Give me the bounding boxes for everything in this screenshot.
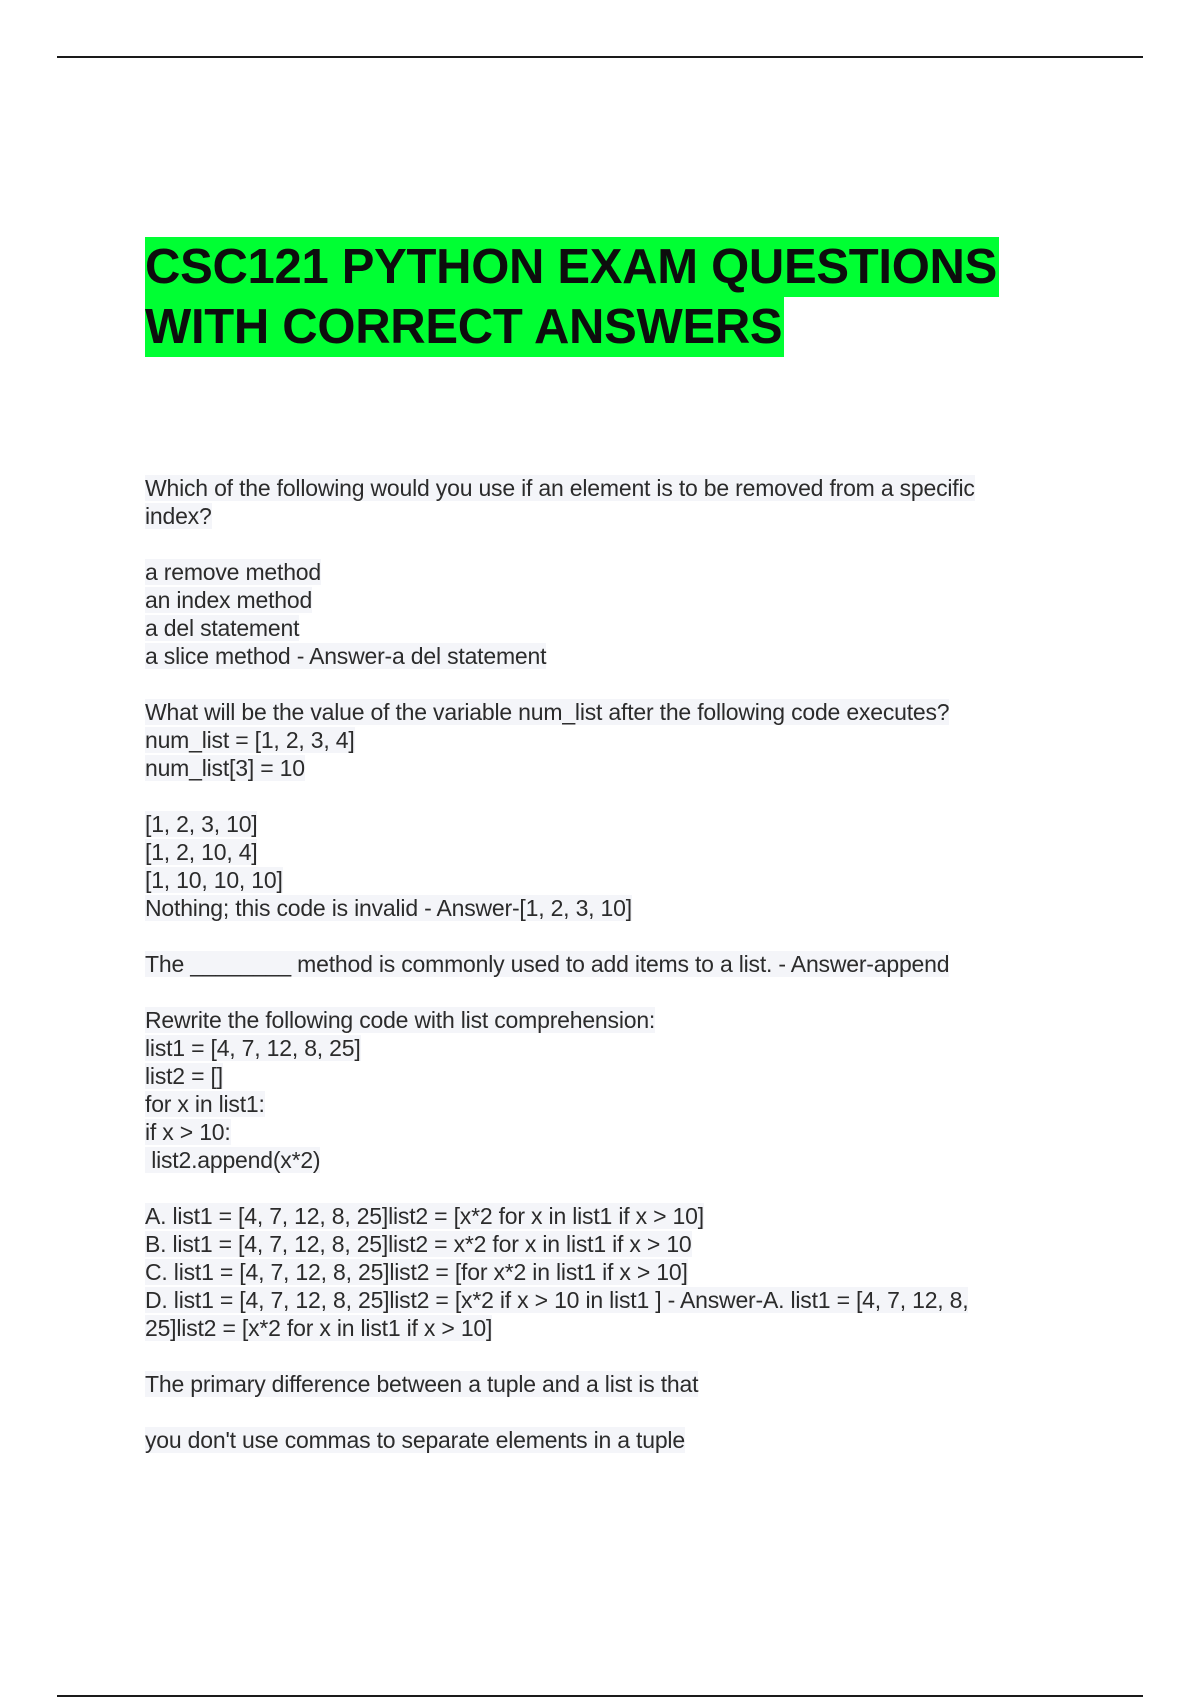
title-line-2: WITH CORRECT ANSWERS bbox=[145, 297, 784, 357]
answer-option: a del statement bbox=[145, 615, 300, 641]
code-line: list2.append(x*2) bbox=[145, 1147, 321, 1173]
spacer bbox=[145, 530, 1065, 558]
spacer bbox=[145, 1342, 1065, 1370]
spacer bbox=[145, 978, 1065, 1006]
code-line: list2 = [] bbox=[145, 1063, 223, 1089]
question-text: The ________ method is commonly used to add items to a list. - Answer-append bbox=[145, 951, 950, 977]
answer-option: an index method bbox=[145, 587, 313, 613]
code-line: for x in list1: bbox=[145, 1091, 265, 1117]
spacer bbox=[145, 922, 1065, 950]
answer-option: 25]list2 = [x*2 for x in list1 if x > 10] bbox=[145, 1315, 493, 1341]
title-line-1: CSC121 PYTHON EXAM QUESTIONS bbox=[145, 237, 999, 297]
answer-option: [1, 2, 10, 4] bbox=[145, 839, 258, 865]
question-text: What will be the value of the variable num_list after the following code executes? bbox=[145, 699, 950, 725]
question-text: index? bbox=[145, 503, 212, 529]
spacer bbox=[145, 1398, 1065, 1426]
spacer bbox=[145, 670, 1065, 698]
answer-option: A. list1 = [4, 7, 12, 8, 25]list2 = [x*2 for x in list1 if x > 10] bbox=[145, 1203, 704, 1229]
question-text: The primary difference between a tuple and a list is that bbox=[145, 1371, 699, 1397]
code-line: num_list = [1, 2, 3, 4] bbox=[145, 727, 355, 753]
answer-option: [1, 10, 10, 10] bbox=[145, 867, 283, 893]
code-line: list1 = [4, 7, 12, 8, 25] bbox=[145, 1035, 361, 1061]
answer-option: C. list1 = [4, 7, 12, 8, 25]list2 = [for x*2 in list1 if x > 10] bbox=[145, 1259, 688, 1285]
answer-option: a remove method bbox=[145, 559, 321, 585]
question-text: Rewrite the following code with list comprehension: bbox=[145, 1007, 656, 1033]
question-text: Which of the following would you use if an element is to be removed from a specific bbox=[145, 475, 975, 501]
spacer bbox=[145, 1174, 1065, 1202]
code-line: num_list[3] = 10 bbox=[145, 755, 305, 781]
answer-option: D. list1 = [4, 7, 12, 8, 25]list2 = [x*2 if x > 10 in list1 ] - Answer-A. list1 = [4, 7, 12, 8, bbox=[145, 1287, 969, 1313]
answer-option: [1, 2, 3, 10] bbox=[145, 811, 258, 837]
bottom-rule bbox=[57, 1695, 1143, 1697]
answer-option: you don't use commas to separate elements in a tuple bbox=[145, 1427, 685, 1453]
answer-option: Nothing; this code is invalid - Answer-[1, 2, 3, 10] bbox=[145, 895, 632, 921]
answer-option: B. list1 = [4, 7, 12, 8, 25]list2 = x*2 for x in list1 if x > 10 bbox=[145, 1231, 692, 1257]
top-rule bbox=[57, 56, 1143, 58]
spacer bbox=[145, 782, 1065, 810]
answer-option: a slice method - Answer-a del statement bbox=[145, 643, 547, 669]
question-content bbox=[145, 474, 1065, 1454]
document-title bbox=[145, 237, 1105, 357]
code-line: if x > 10: bbox=[145, 1119, 231, 1145]
